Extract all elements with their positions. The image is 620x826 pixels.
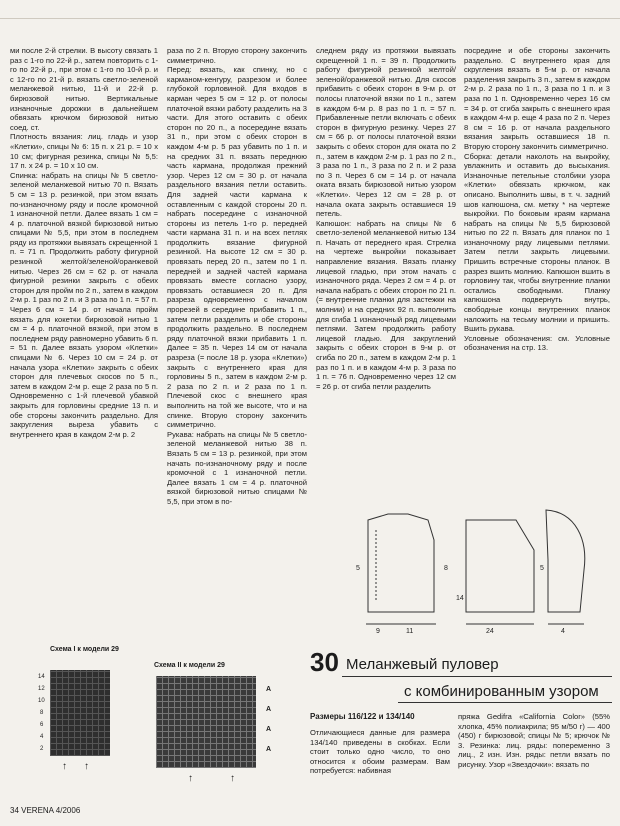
col2-para-1: раза по 2 п. Вторую сторону закончить симметрично. (167, 46, 307, 65)
sleeve-outline (466, 520, 534, 612)
col2-para-2: Перед: вязать, как спинку, но с карманом-кенгуру, разрезом и более глубокой горловиной. Для входов в карман через 5 см = 12 р. от полосы платочной вязки работу разделить на 3 части. Для этого оставить с обеих сторон по 20 п., а посередине вязать 31 п., при этом с обеих сторон в каждом 4-м р. 5 раз убавить по 1 п. и на средних 31 п. вязать переднюю часть кармана, продолжая прежний узор. Через 12 см = 30 р. от начала раздельного вязания петли оставить. Для задней части кармана к оставленным с каждой стороны 20 п. набрать посередине с изнаночной стороны из петель 1-го р. передней части кармана 31 п. и на всех петлях продолжить вязание фигурной резинкой. На высоте 12 см = 30 р. провязать перед 20 п., затем по 1 п. передней и задней частей кармана провязать вместе согласно узору, провязать оставшиеся 20 п. Для разреза одновременно с началом прорезей в середине прибавить 1 п., затем петли разделить и обе стороны продолжить раздельно. В последнем ряду платочной вязки прибавить 1 п. Далее = 35 п. Через 14 см от начала разреза (= после 18 р. узора «Клетки») закрыть с внутреннего края для горловины 5 п., затем в каждом 2-м р. 2 раза по 2 п. и 2 раза по 1 п. Плечевой скос с внешнего края выполнить на той же высоте, что и на спинке. Вторую сторону закончить симметрично. (167, 65, 307, 430)
diagram2-grid (156, 676, 256, 768)
text-column-1 (10, 46, 158, 614)
sizes-heading: Размеры 116/122 и 134/140 (310, 712, 415, 721)
col1-para-1: ми после 2-й стрелки. В высоту связать 1 раз с 1-го по 22-й р., затем повторить с 1-го по 22-й р., при этом с 1-го по 10-й р. и с 12-го по 21-й р. вязать светло-зеленой меланжевой нитью, 11-й и 22-й р. бирюзовой нитью. Вертикальные изнаночные дорожки в дальнейшем обвязать крючком бирюзовой нитью соед. ст. (10, 46, 158, 132)
diagram1-row-12: 12 (38, 686, 45, 692)
diagram2-side-a1: A (266, 686, 272, 693)
diagram1-arrow-2: ↑ (84, 761, 89, 772)
diagram2-side-a4: A (266, 746, 272, 753)
model-title-line2: с комбинированным узором (404, 683, 599, 700)
diagram1-label: Схема I к модели 29 (50, 646, 119, 653)
diagram1-grid (50, 670, 110, 756)
front-piece-outline (368, 514, 434, 612)
diagram2-arrow-2: ↑ (230, 773, 235, 784)
col1-para-2: Плотность вязания: лиц. гладь и узор «Клетки», спицы № 6: 15 п. х 21 р. = 10 х 10 см; фигурная резинка, спицы № 5,5: 17 п. х 24 р. = 10 х 10 см. (10, 132, 158, 171)
garment-schematic (316, 500, 616, 640)
diagram1-row-4: 4 (40, 734, 44, 740)
diagram1-row-8: 8 (40, 710, 44, 716)
col1-para-3: Спинка: набрать на спицы № 5 светло-зеленой меланжевой нитью 70 п. Вязать 5 см = 13 р. резинкой, при этом вязать по-изнаночному ряду и после кромочной 1 изнаночной петли. Далее вязать 1 см = 4 р. платочной вязкой бирюзовой нитью спицами № 5,5, при этом в последнем ряду из протяжки вывязать скрещенной 1 п. = 71 п. Продолжить работу фигурной резинкой желтой/зеленой/оранжевой нитью. Через 26 см = 62 р. от начала фигурной резинки закрыть с обеих сторон для пройм по 2 п., затем в каждом 2-м р. 1 раз по 2 п. и 3 раза по 1 п. = 57 п. Через 6 см = 14 р. от начала пройм вязать для кокетки бирюзовой нитью 1 см = 4 р. платочной вязкой, при этом в последнем ряду равномерно убавить 6 п. = 51 п. Далее вязать узором «Клетки» спицами № 6. Через 10 см = 24 р. от начала узора «Клетки» закрыть с обеих сторон для плечевых скосов по 5 п., затем в каждом 2-м р. еще 2 раза по 5 п. Одновременно с 1-й плечевой убавкой закрыть для горловины средние 13 п. и обе стороны закончить раздельно. Для закругления выреза убавить с внутреннего края в каждом 2-м р. 2 (10, 170, 158, 439)
diagram1-row-2: 2 (40, 746, 44, 752)
diagram2-arrow-1: ↑ (188, 773, 193, 784)
pattern-diagrams (10, 640, 306, 800)
schematic-label-1: 9 (376, 628, 380, 635)
text-column-2 (167, 46, 307, 530)
text-column-3 (316, 46, 456, 498)
schematic-lines (366, 510, 585, 624)
col2-para-3: Рукава: набрать на спицы № 5 светло-зеленой меланжевой нитью 38 п. Вязать 5 см = 13 р. резинкой, при этом начать по-изнаночному ряду и после кромочной с 1 изнаночной петли. Далее вязать 1 см = 4 р. платочной вязкой бирюзовой нитью спицами № 5,5, при этом в по- (167, 429, 307, 506)
title-rule-2 (398, 702, 612, 703)
model-number: 30 (310, 647, 339, 677)
diagram2-label: Схема II к модели 29 (154, 662, 225, 669)
col4-para-3: Условные обозначения: см. Условные обозначения на стр. 13. (464, 333, 610, 353)
col3-para-2: Капюшон: набрать на спицы № 6 светло-зеленой меланжевой нитью 134 п. Начать от переднего края. Стрелка на чертеже выкройки показывает направление вязания. Вязать планку лицевой гладью, при этом начать с изнаночного ряда. Через 2 см = 4 р. от начала набрать с обеих сторон по 21 п. (= внутренние планки для застежки на молнии) и на средних 92 п. выполнить для сгиба 1 изнаночный ряд лицевыми петлями. Затем продолжить работу лицевой гладью. Для закруглений закрыть с обеих сторон в 9-м р. от сгиба по 20 п., затем в каждом 2-м р. 1 раз по 1 п. и в каждом 4-м р. 3 раза по 1 п. = 76 п. Одновременно через 12 см = 26 р. от сгиба петли разделить (316, 218, 456, 391)
schematic-label-3: 24 (486, 628, 494, 635)
col4-para-1: посредине и обе стороны закончить раздельно. С внутреннего края для скругления вязать в 5-м р. от начала разделения закрыть 3 п., затем в каждом 2-м р. 2 раза по 1 п., 3 раза по 1 п. и 3 раза по 1 п. Одновременно через 16 см = 34 р. от сгиба закрыть с внешнего края в каждом 4-м р. еще 4 раза по 2 п. Через 8 см = 16 р. от начала раздельного вязания закрыть оставшиеся 18 п. Вторую сторону закончить симметрично. (464, 46, 610, 151)
schematic-label-5: 5 (356, 565, 360, 572)
top-rule (0, 18, 620, 19)
model-title-line1: Меланжевый пуловер (346, 656, 499, 673)
schematic-label-7: 14 (456, 595, 464, 602)
text-column-4 (464, 46, 610, 500)
diagram1-arrow-1: ↑ (62, 761, 67, 772)
bottom-text-col2: пряжа Gedifra «California Color» (55% хлопка, 45% полиакрила; 95 м/50 г) — 400 (450) г бирюзовой; спицы № 5; крючок № 3. Резинка: лиц. ряды: попеременно 3 лиц., 2 изн. Изн. ряды: петли вязать по рисунку. Узор «Звездочки»: вязать по (458, 712, 610, 769)
bottom-text-col1: Отличающиеся данные для размера 134/140 приведены в скобках. Если стоит только одно число, то оно относится к обоим размерам. Вам потребуется: набивная (310, 728, 450, 776)
diagram1-row-10: 10 (38, 698, 45, 704)
col3-para-1: следнем ряду из протяжки вывязать скрещенной 1 п. = 39 п. Продолжить работу фигурной резинкой желтой/зеленой/оранжевой нитью. Для скосов прибавить с обеих сторон в 9-м р. от полосы платочной вязки по 1 п., затем в каждом 6-м р. 8 раз по 1 п. = 57 п. Прибавленные петли включать с обеих сторон в фигурную резинку. Через 27 см = 66 р. от полосы платочной вязки закрыть с обеих сторон для оката по 2 п., затем в каждом 2-м р. 1 раз по 2 п., 3 раза по 1 п., 3 раза по 2 п. и 2 раза по 3 п. Через 6 см = 14 р. от начала оката вязать бирюзовой нитью узором «Клетки». Через 12 см = 28 р. от начала оката закрыть оставшиеся 19 петель. (316, 46, 456, 219)
title-rule-1 (342, 676, 612, 677)
schematic-label-8: 5 (540, 565, 544, 572)
page-footer: 34 VERENA 4/2006 (10, 806, 81, 815)
diagram1-row-6: 6 (40, 722, 44, 728)
schematic-label-2: 11 (406, 628, 414, 635)
diagram1-row-14: 14 (38, 674, 45, 680)
hood-outline (546, 510, 585, 612)
diagram2-side-a2: A (266, 706, 272, 713)
schematic-label-4: 4 (561, 628, 565, 635)
col4-para-2: Сборка: детали наколоть на выкройку, увлажнить и оставить до высыхания. Изнаночные петельные столбики узора «Клетки» обвязать крючком, как описано. Выполнить швы, в т. ч. задний шов капюшона, см. метку * на чертеже выкройки. По боковым краям кармана набрать на спицы № 5,5 бирюзовой нитью по 22 п. Вязать для планок по 1 изнаночному ряду лицевыми петлями. Затем петли закрыть лицевыми. Пришить встречные стороны планок. В разрез вшить молнию. Капюшон вшить в горловину так, чтобы внутренние планки остались свободными. Планку капюшона подвернуть внутрь, свободные концы внутренних планок наложить на тесьму молнии и пришить. Вшить рукава. (464, 151, 610, 334)
diagram2-side-a3: A (266, 726, 272, 733)
schematic-label-6: 8 (444, 565, 448, 572)
